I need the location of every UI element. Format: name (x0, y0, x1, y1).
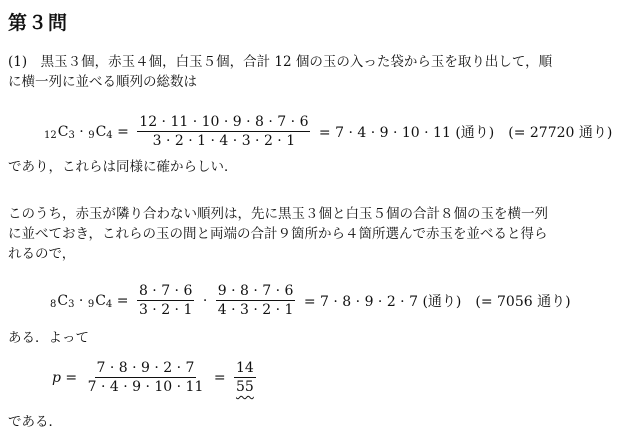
answer-denominator: 55 (236, 379, 254, 395)
combination-index: 12 (44, 130, 57, 141)
fraction-denominator: 3 · 2 · 1 (138, 302, 193, 318)
combination-index: 8 (50, 299, 57, 310)
problem-1-explanation (8, 204, 548, 264)
combination-subscript: 4 (105, 299, 113, 310)
equation-probability (52, 360, 260, 395)
answer-fraction (234, 360, 256, 395)
text-line: に横一列に並べる順列の総数は (8, 74, 197, 90)
equation-result: = 7 · 8 · 9 · 2 · 7 (通り) (299, 293, 462, 310)
combination-symbol: C (95, 292, 106, 309)
equals-sign: = (112, 292, 133, 309)
combination-subscript: 4 (106, 130, 113, 141)
problem-1-intro (8, 52, 552, 92)
fraction-denominator: 7 · 4 · 9 · 10 · 11 (87, 379, 204, 395)
fraction-numerator: 8 · 7 · 6 (138, 283, 193, 299)
fraction (216, 283, 296, 318)
equals-sign: = (60, 369, 82, 386)
equals-sign: = (112, 123, 134, 140)
page-title: 第３問 (8, 12, 69, 34)
fraction-numerator: 7 · 8 · 9 · 2 · 7 (96, 360, 195, 376)
fraction (137, 114, 310, 149)
multiplication-dot: · (74, 123, 89, 140)
combination-symbol: C (57, 123, 69, 140)
text-line: このうち，赤玉が隣り合わない順列は，先に黒玉３個と白玉５個の合計８個の玉を横一列 (8, 206, 548, 222)
text-line: (1) 黒玉３個，赤玉４個，白玉５個，合計 12 個の玉の入った袋から玉を取り出して，順 (8, 54, 553, 70)
text-line: に並べておき，これらの玉の間と両端の合計９箇所から４箇所選んで赤玉を並べると得ら (8, 226, 548, 242)
text-line: ある．よって (8, 330, 89, 346)
text-line: である． (8, 414, 62, 430)
fraction-numerator: 12 · 11 · 10 · 9 · 8 · 7 · 6 (139, 114, 309, 130)
fraction (86, 360, 206, 395)
combination-index: 9 (87, 299, 95, 310)
combination-index: 9 (88, 130, 95, 141)
equals-sign: = (209, 369, 231, 386)
combination-symbol: C (95, 123, 107, 140)
combination-subscript: 3 (68, 299, 75, 310)
equation-total-permutations (44, 114, 612, 149)
text-line: であり，これらは同様に確からしい． (8, 159, 238, 175)
combination-subscript: 3 (68, 130, 75, 141)
answer-numerator: 14 (236, 360, 254, 376)
combination-symbol: C (57, 292, 69, 309)
equation-note: (= 27720 通り) (508, 124, 613, 141)
fraction (137, 283, 194, 318)
multiplication-dot: · (74, 292, 88, 309)
equation-note: (= 7056 通り) (475, 293, 571, 310)
fraction-numerator: 9 · 8 · 7 · 6 (217, 283, 294, 299)
fraction-denominator: 3 · 2 · 1 · 4 · 3 · 2 · 1 (152, 133, 296, 149)
text-line: れるので， (8, 246, 76, 262)
multiplication-dot: · (198, 292, 212, 309)
equation-result: = 7 · 4 · 9 · 10 · 11 (通り) (314, 124, 495, 141)
fraction-denominator: 4 · 3 · 2 · 1 (217, 302, 294, 318)
equation-non-adjacent-permutations (50, 283, 571, 318)
probability-variable: p (52, 369, 61, 386)
